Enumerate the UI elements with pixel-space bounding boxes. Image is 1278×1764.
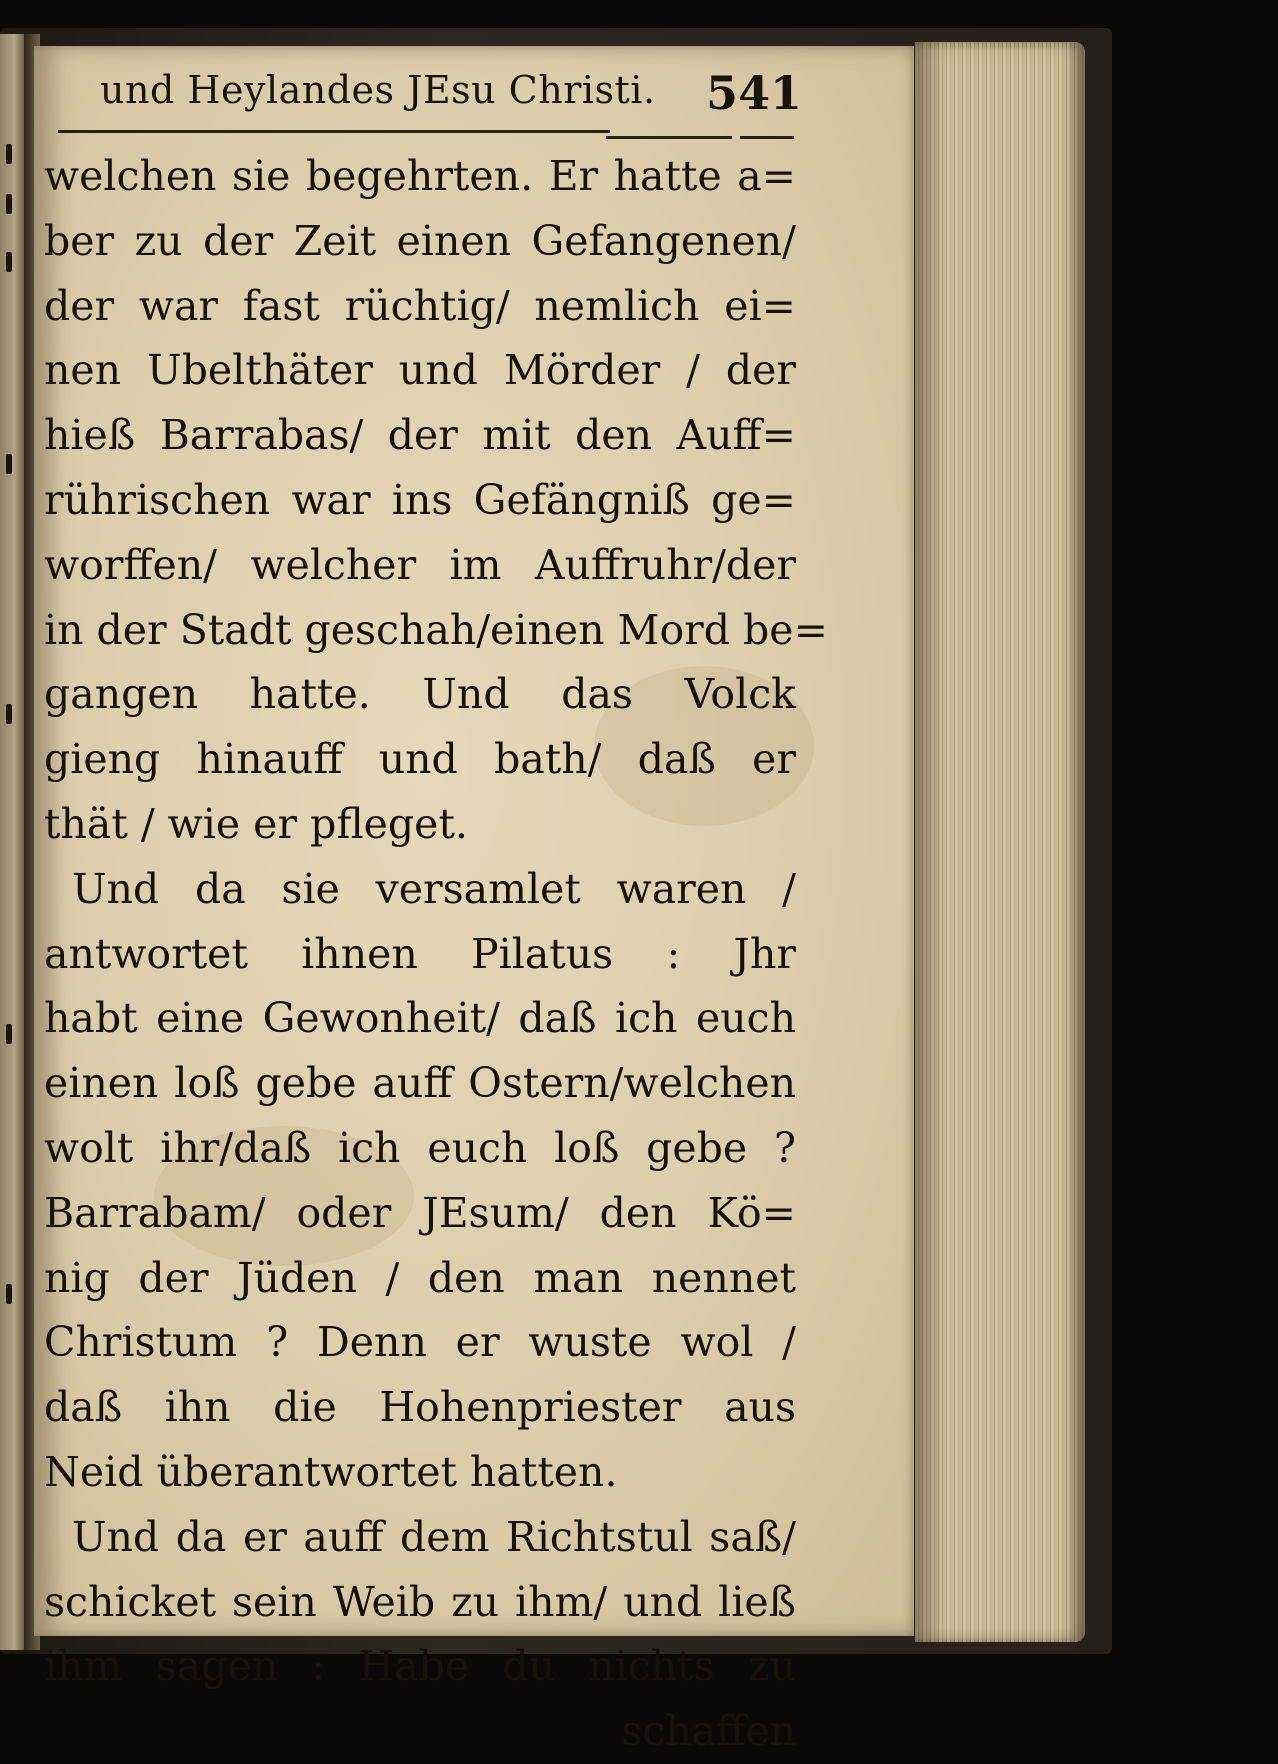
text-line: nen Ubelthäter und Mörder / der bbox=[44, 346, 796, 395]
text-line: daß ihn die Hohenpriester aus bbox=[44, 1383, 796, 1432]
header-rule bbox=[740, 136, 794, 139]
page-edge-shadow bbox=[915, 42, 945, 1642]
text-line: wolt ihr/daß ich euch loß gebe ? bbox=[44, 1123, 796, 1172]
ink-fragment bbox=[6, 1024, 12, 1044]
text-line: Und da er auff dem Richtstul saß/ bbox=[72, 1512, 796, 1561]
page-number: 541 bbox=[706, 66, 803, 120]
text-line: einen loß gebe auff Ostern/welchen bbox=[44, 1059, 796, 1108]
text-line: schicket sein Weib zu ihm/ und ließ bbox=[44, 1577, 796, 1626]
body-text bbox=[44, 144, 828, 1764]
text-line: Und da sie versamlet waren / bbox=[72, 864, 796, 913]
ink-fragment bbox=[6, 454, 12, 474]
text-line: gieng hinauff und bath/ daß er bbox=[44, 735, 796, 784]
ink-fragment bbox=[6, 704, 12, 724]
text-line: ber zu der Zeit einen Gefangenen/ bbox=[44, 216, 796, 265]
header-rule bbox=[606, 136, 732, 139]
text-line: hieß Barrabas/ der mit den Auff= bbox=[44, 411, 796, 460]
text-line: nig der Jüden / den man nennet bbox=[44, 1253, 796, 1302]
header-rule bbox=[58, 130, 610, 133]
ink-fragment bbox=[6, 252, 12, 272]
text-line: der war fast rüchtig/ nemlich ei= bbox=[44, 281, 796, 330]
ink-fragment bbox=[6, 1284, 12, 1304]
text-line: gangen hatte. Und das Volck bbox=[44, 670, 796, 719]
text-line: in der Stadt geschah/einen Mord be= bbox=[44, 605, 828, 654]
text-line: Barrabam/ oder JEsum/ den Kö= bbox=[44, 1188, 796, 1237]
ink-fragment bbox=[6, 144, 12, 164]
previous-page-edge bbox=[0, 34, 24, 1650]
text-line: worffen/ welcher im Auffruhr/der bbox=[44, 540, 796, 589]
text-line: welchen sie begehrten. Er hatte a= bbox=[44, 152, 796, 200]
text-line: antwortet ihnen Pilatus : Jhr bbox=[44, 929, 796, 978]
text-line: rührischen war ins Gefängniß ge= bbox=[44, 475, 796, 524]
running-head: und Heylandes JEsu Christi. bbox=[100, 68, 656, 112]
text-line: Neid überantwortet hatten. bbox=[44, 1447, 618, 1496]
text-line: ihm sagen : Habe du nichts zu bbox=[44, 1642, 796, 1691]
ink-fragment bbox=[6, 194, 12, 214]
text-line: Christum ? Denn er wuste wol / bbox=[44, 1318, 796, 1367]
catchword: schaffen bbox=[621, 1707, 796, 1756]
text-line: habt eine Gewonheit/ daß ich euch bbox=[44, 994, 796, 1043]
text-line: thät / wie er pfleget. bbox=[44, 799, 468, 848]
